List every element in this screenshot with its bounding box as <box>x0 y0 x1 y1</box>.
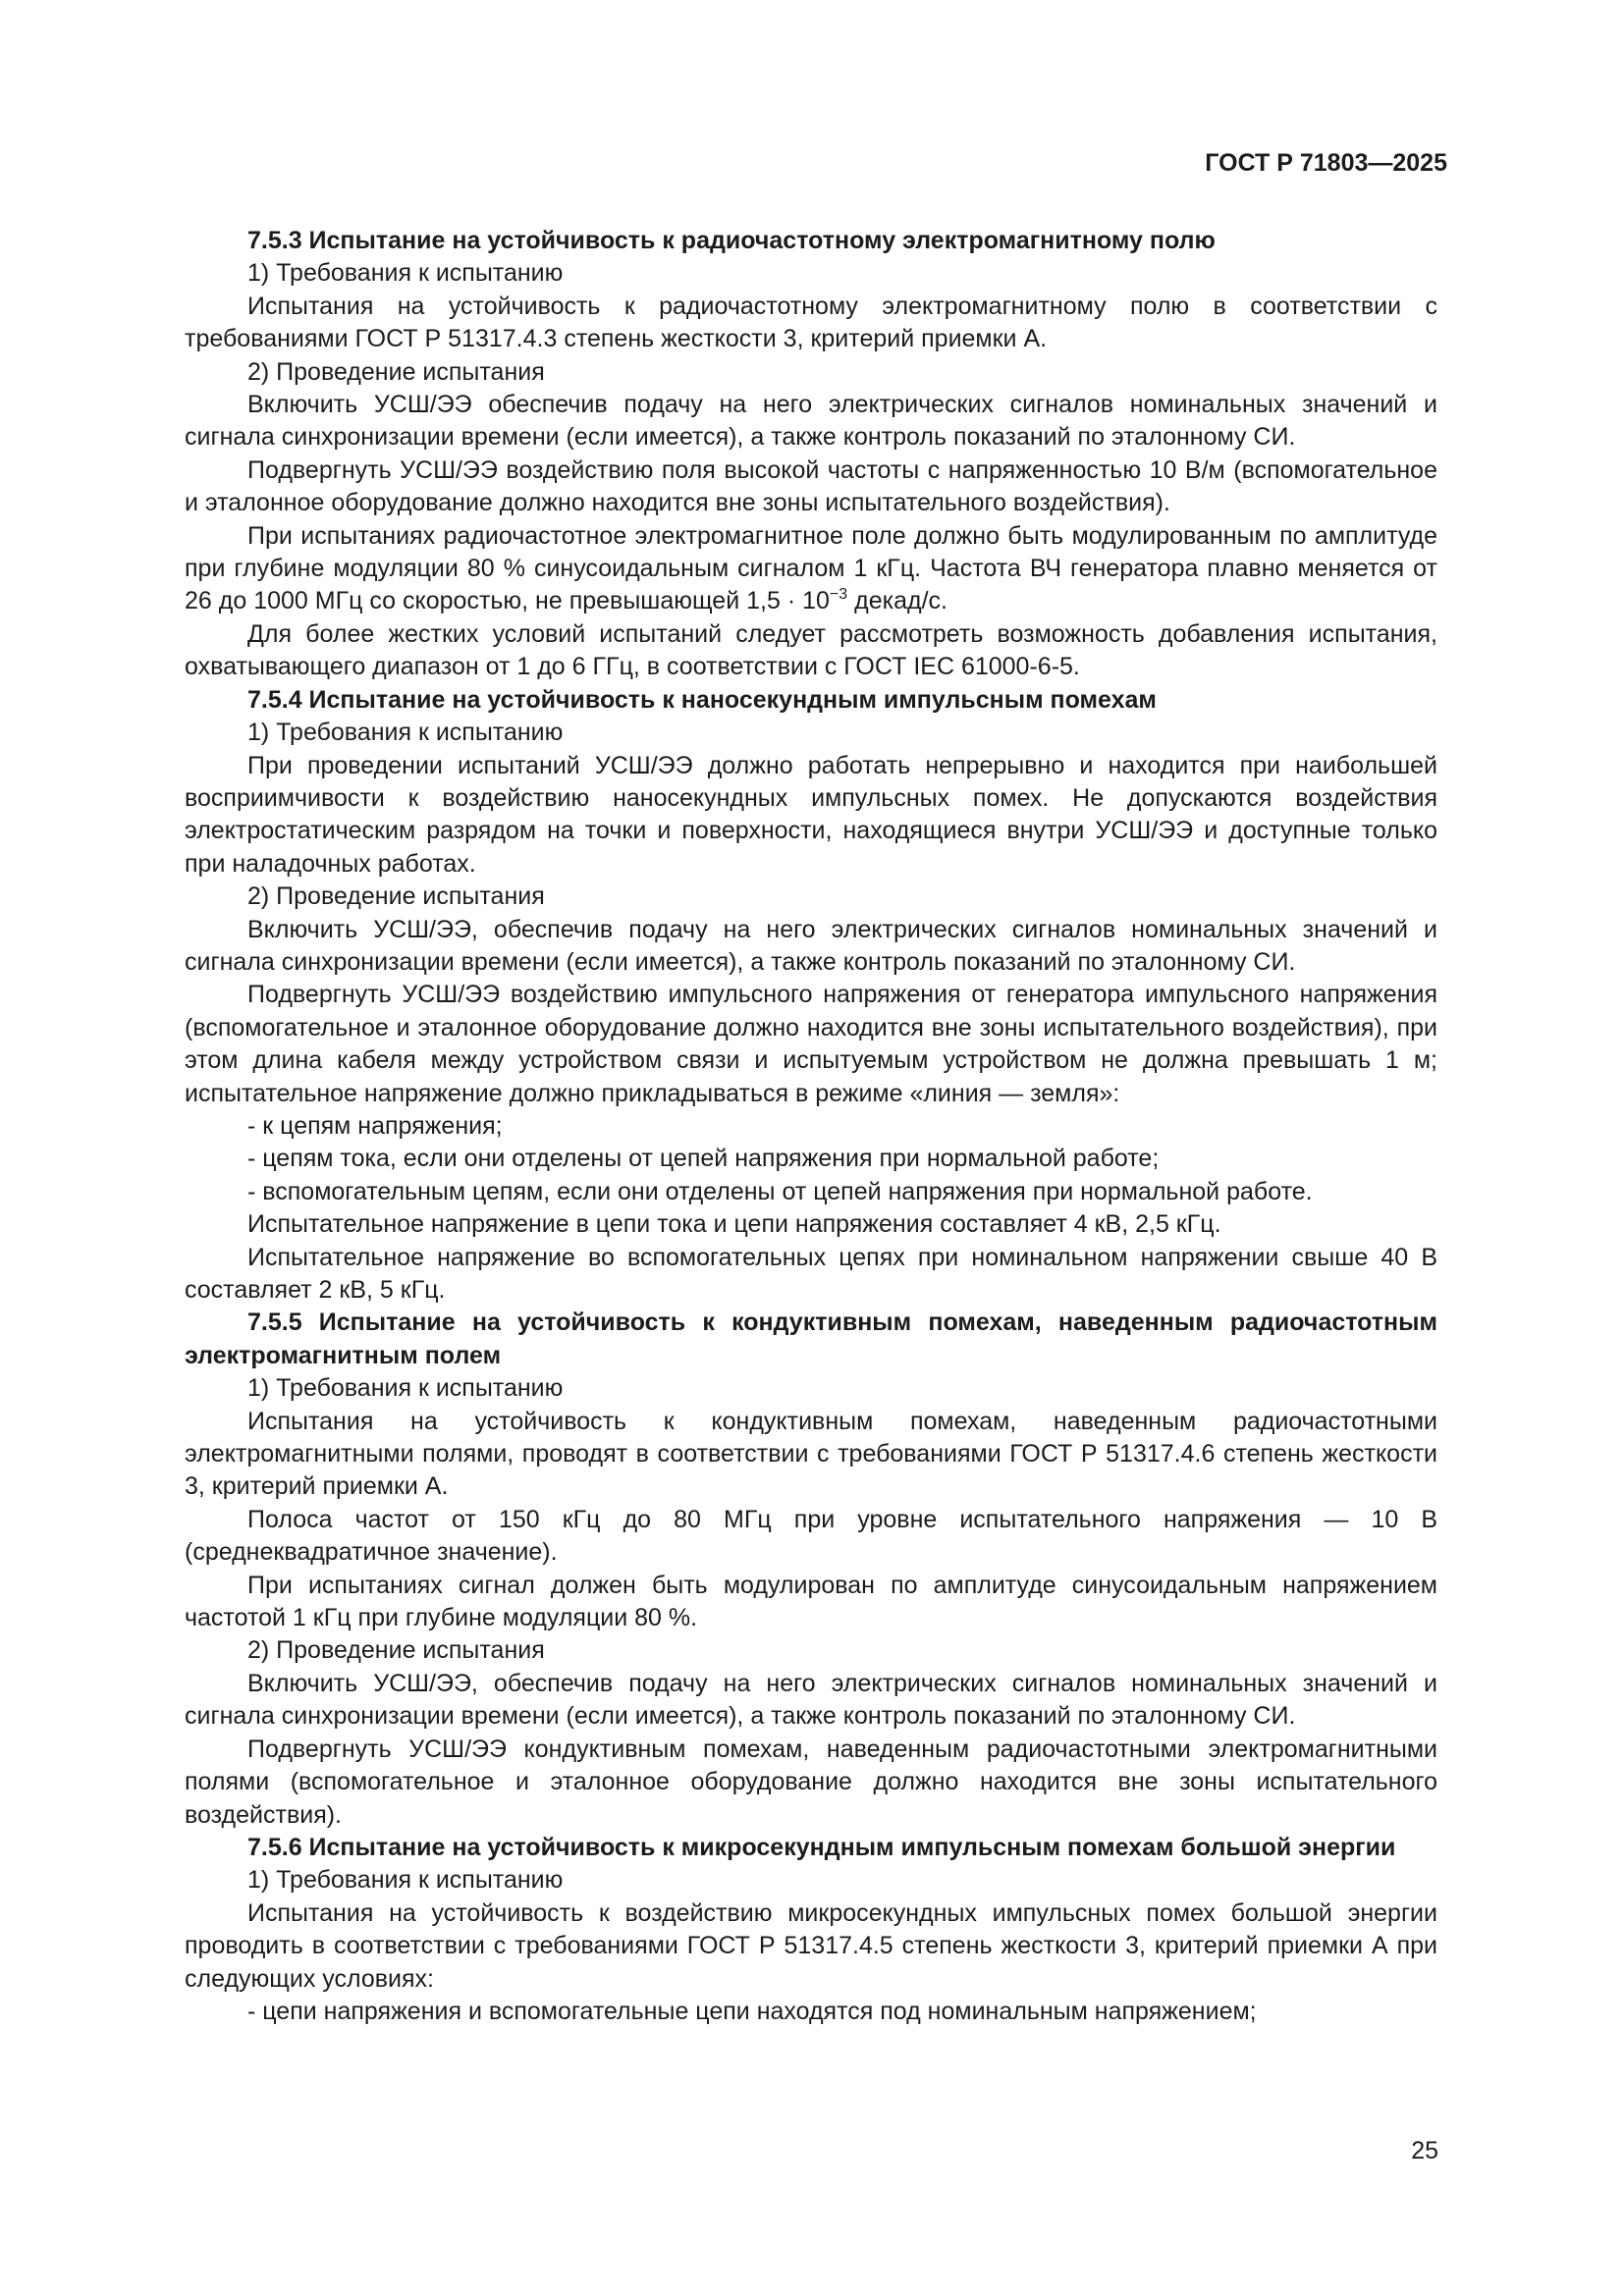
section-heading-7-5-3: 7.5.3 Испытание на устойчивость к радиочастотному электромагнитному полю <box>247 227 1216 254</box>
paragraph: Подвергнуть УСШ/ЭЭ кондуктивным помехам, наведенным радиочастотными электромагнитными полями (вспомогательное и эталонное оборудование должно находится вне зоны испытательного воздействия). <box>185 1735 1437 1829</box>
list-item: - цепи напряжения и вспомогательные цепи находятся под номинальным напряжением; <box>247 1997 1257 2025</box>
paragraph: 1) Требования к испытанию <box>247 1866 564 1895</box>
section-heading-7-5-4: 7.5.4 Испытание на устойчивость к наносекундным импульсным помехам <box>247 685 1157 714</box>
paragraph: 2) Проведение испытания <box>247 1636 545 1665</box>
paragraph: 2) Проведение испытания <box>247 882 545 911</box>
paragraph: Испытательное напряжение во вспомогательных цепях при номинальном напряжении свыше 40 В составляет 2 кВ, 5 кГц. <box>185 1243 1437 1304</box>
paragraph: Испытательное напряжение в цепи тока и цепи напряжения составляет 4 кВ, 2,5 кГц. <box>247 1210 1221 1239</box>
paragraph: 1) Требования к испытанию <box>247 259 564 288</box>
paragraph: Для более жестких условий испытаний следует рассмотреть возможность добавления испытания, охватывающего диапазон от 1 до 6 ГГц, в соответствии с ГОСТ IEC 61000-6-5. <box>185 619 1437 681</box>
paragraph: Включить УСШ/ЭЭ, обеспечив подачу на него электрических сигналов номинальных значений и сигнала синхронизации времени (если имеется), а также контроль показаний по эталонному СИ. <box>185 915 1437 976</box>
paragraph: Включить УСШ/ЭЭ обеспечив подачу на него электрических сигналов номинальных значений и сигнала синхронизации времени (если имеется), а также контроль показаний по эталонному СИ. <box>185 391 1437 452</box>
exponent: −3 <box>829 586 848 604</box>
document-id: ГОСТ Р 71803—2025 <box>1205 149 1447 177</box>
list-item: - цепям тока, если они отделены от цепей напряжения при нормальной работе; <box>247 1145 1160 1173</box>
paragraph: Испытания на устойчивость к радиочастотному электромагнитному полю в соответствии с требованиями ГОСТ Р 51317.4.3 степень жесткости 3, критерий приемки А. <box>185 292 1437 353</box>
list-item: - вспомогательным цепям, если они отделены от цепей напряжения при нормальной работе. <box>247 1177 1313 1205</box>
page-number: 25 <box>1411 2137 1438 2164</box>
section-heading-7-5-5: 7.5.5 Испытание на устойчивость к кондуктивным помехам, наведенным радиочастотным электромагнитным полем <box>185 1308 1437 1369</box>
paragraph: Подвергнуть УСШ/ЭЭ воздействию поля высокой частоты с напряженностью 10 В/м (вспомогательное и эталонное оборудование должно находится вне зоны испытательного воздействия). <box>185 455 1437 517</box>
paragraph: Испытания на устойчивость к кондуктивным помехам, наведенным радиочастотными электромагнитными полями, проводят в соответствии с требованиями ГОСТ Р 51317.4.6 степень жесткости 3, критерий приемки А. <box>185 1407 1437 1501</box>
paragraph: Подвергнуть УСШ/ЭЭ воздействию импульсного напряжения от генератора импульсного напряжения (вспомогательное и эталонное оборудование должно находится вне зоны испытательного воздействия), при этом длина кабеля между устройством связи и испытуемым устройством не должна превышать 1 м; испытательное напряжение должно прикладываться в режиме «линия — земля»: <box>185 981 1437 1107</box>
paragraph: 1) Требования к испытанию <box>247 719 564 747</box>
paragraph: Испытания на устойчивость к воздействию микросекундных импульсных помех большой энергии проводить в соответствии с требованиями ГОСТ Р 51317.4.5 степень жесткости 3, критерий приемки А при следующих условиях: <box>185 1898 1437 1993</box>
paragraph-text: При испытаниях радиочастотное электромагнитное поле должно быть модулированным по амплитуде при глубине модуляции 80 % синусоидальным сигналом 1 кГц. Частота ВЧ генератора плавно меняется от 26 до 1000 МГц со скоростью, не превышающей 1,5 · 10 <box>185 521 1437 615</box>
page-content <box>185 225 1437 2028</box>
paragraph-text: декад/с. <box>847 587 947 615</box>
paragraph: 2) Проведение испытания <box>247 357 545 386</box>
paragraph: Полоса частот от 150 кГц до 80 МГц при уровне испытательного напряжения — 10 В (среднеквадратичное значение). <box>185 1505 1437 1567</box>
paragraph <box>185 520 1437 618</box>
paragraph: Включить УСШ/ЭЭ, обеспечив подачу на него электрических сигналов номинальных значений и сигнала синхронизации времени (если имеется), а также контроль показаний по эталонному СИ. <box>185 1669 1437 1731</box>
paragraph: При испытаниях сигнал должен быть модулирован по амплитуде синусоидальным напряжением частотой 1 кГц при глубине модуляции 80 %. <box>185 1571 1437 1632</box>
section-heading-7-5-6: 7.5.6 Испытание на устойчивость к микросекундным импульсным помехам большой энергии <box>247 1833 1396 1861</box>
paragraph: 1) Требования к испытанию <box>247 1374 564 1403</box>
paragraph: При проведении испытаний УСШ/ЭЭ должно работать непрерывно и находится при наибольшей восприимчивости к воздействию наносекундных импульсных помех. Не допускаются воздействия электростатическим разрядом на точки и поверхности, находящиеся внутри УСШ/ЭЭ и доступные только при наладочных работах. <box>185 751 1437 878</box>
list-item: - к цепям напряжения; <box>247 1111 503 1140</box>
